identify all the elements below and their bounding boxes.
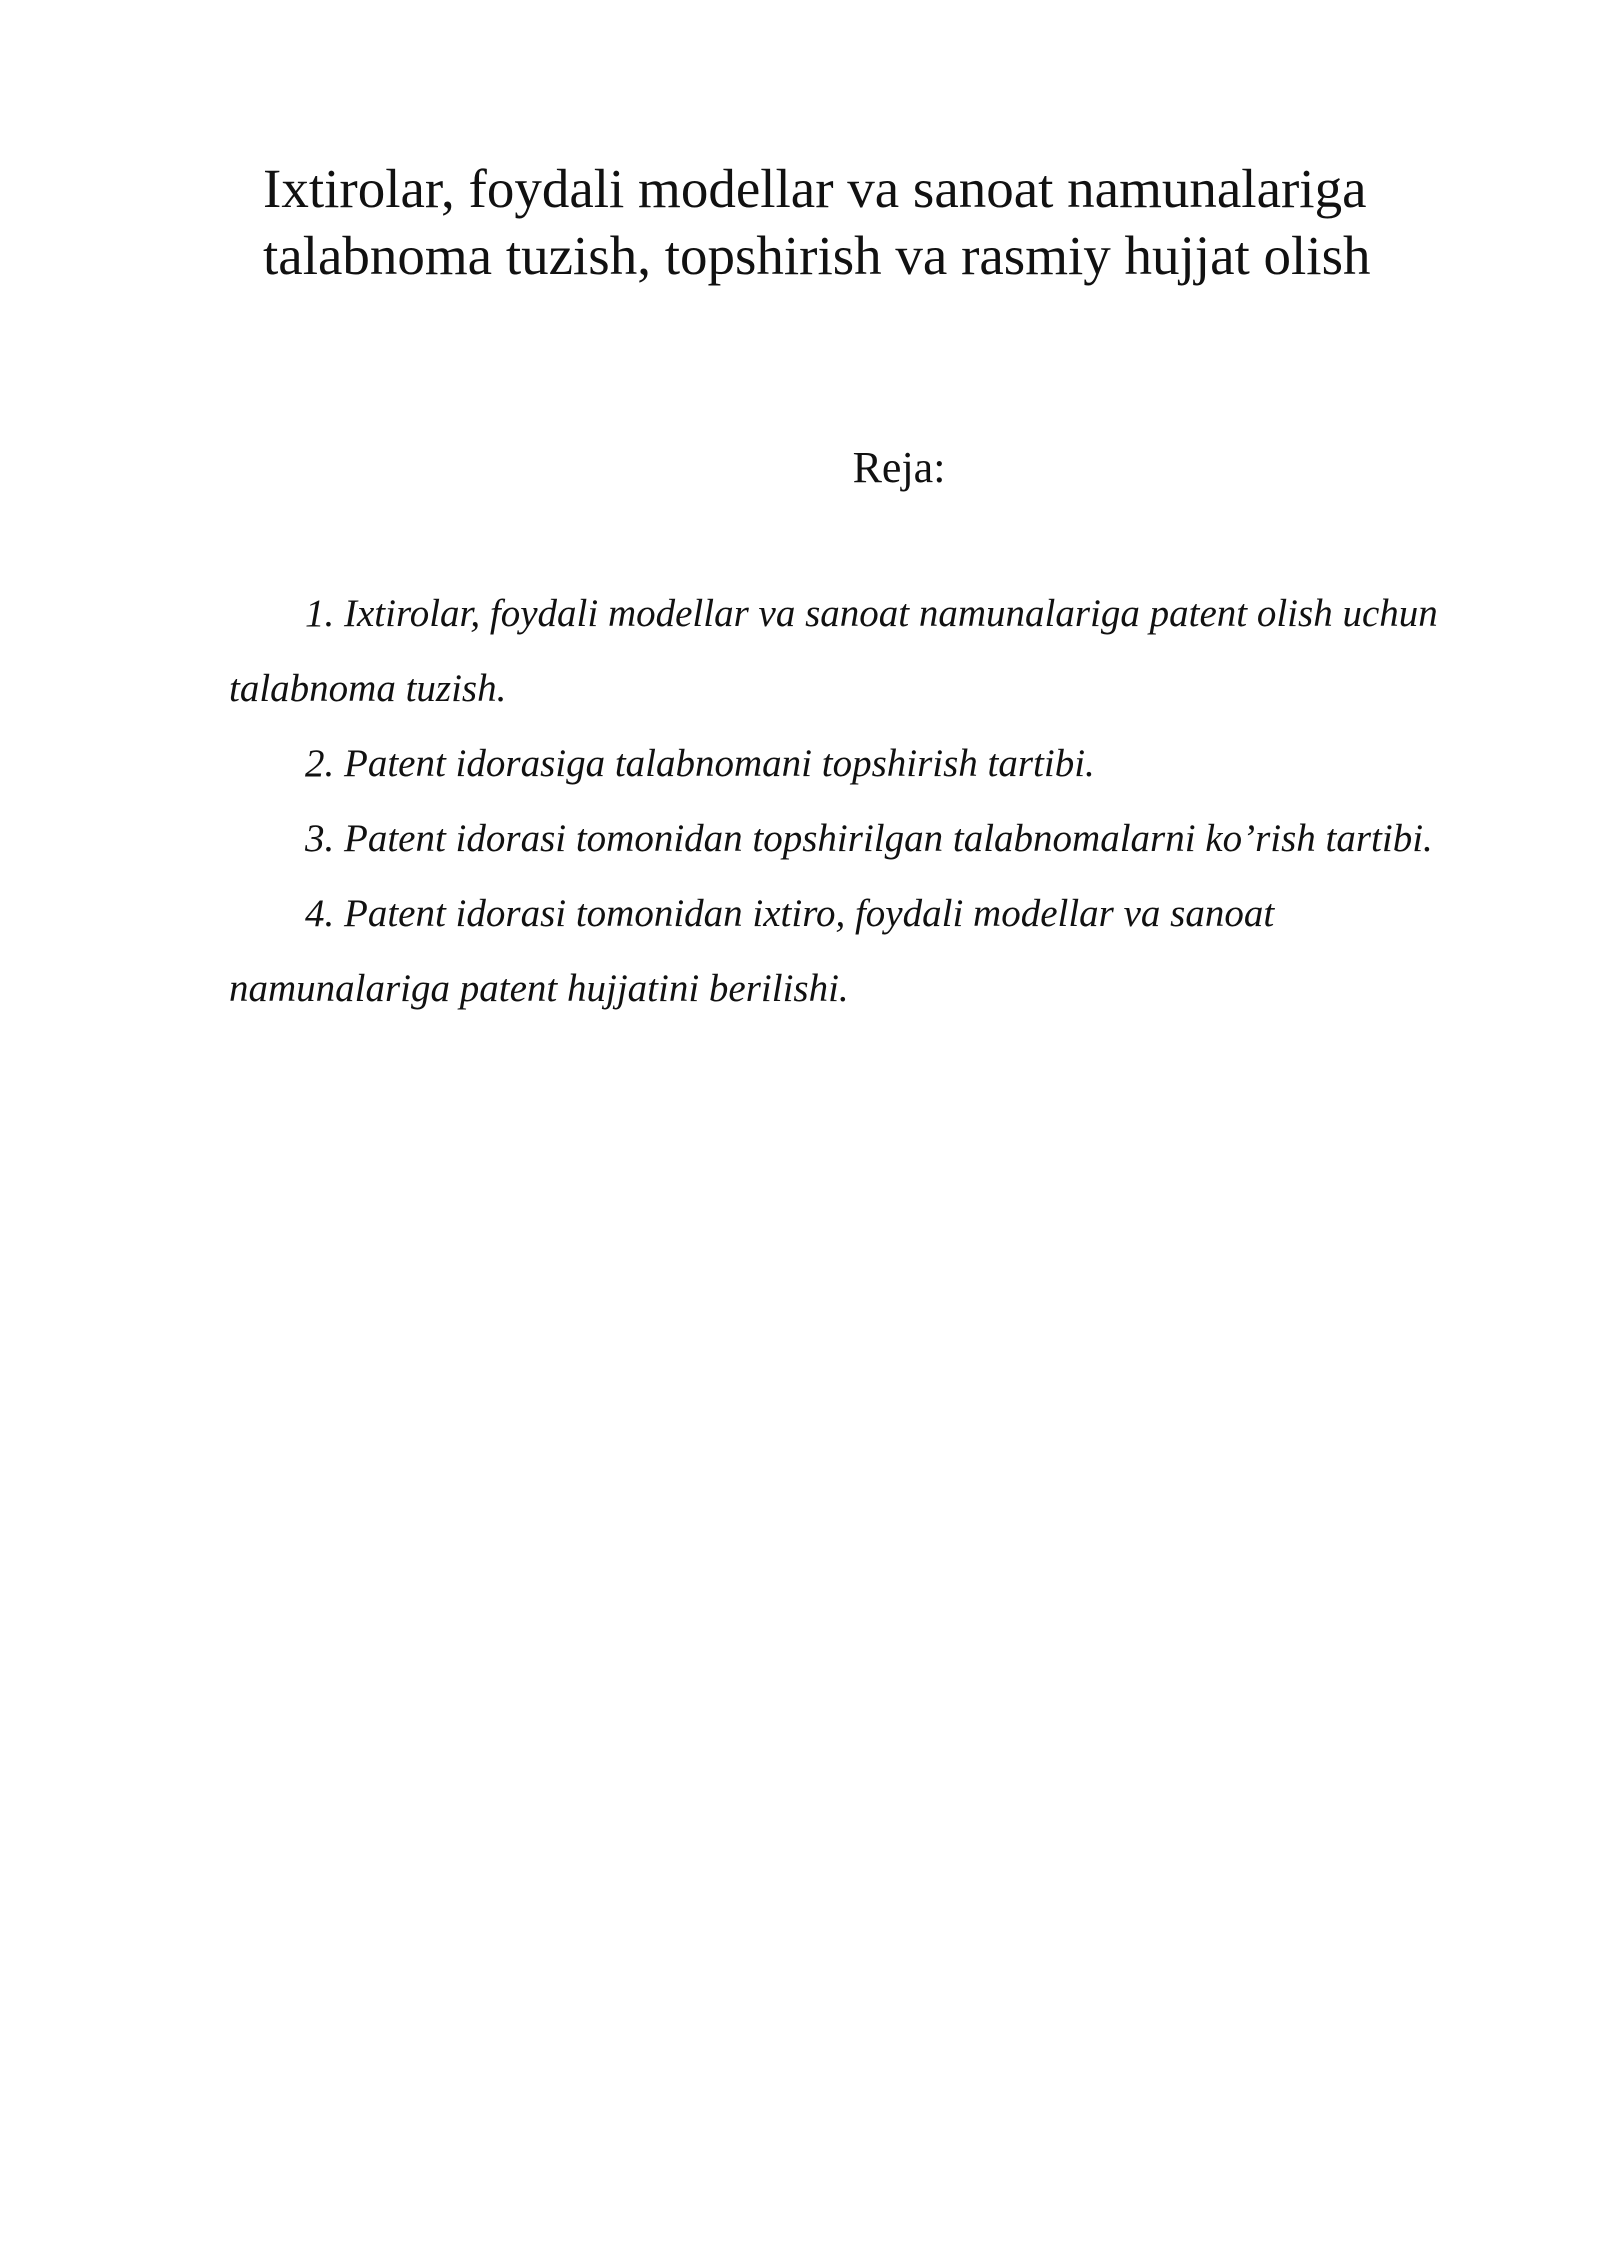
plan-item-2: 2. Patent idorasiga talabnomani topshirish tartibi. xyxy=(305,742,1095,785)
plan-item-1: 1. Ixtirolar, foydali modellar va sanoat namunalariga patent olish uchun talabnoma tuzish. xyxy=(229,592,1438,710)
plan-item-3: 3. Patent idorasi tomonidan topshirilgan talabnomalarni ko’rish tartibi. xyxy=(305,817,1433,860)
title-line-1: Ixtirolar, foydali modellar va sanoat namunalariga xyxy=(263,158,1367,219)
plan-item-4: 4. Patent idorasi tomonidan ixtiro, foydali modellar va sanoat namunalariga patent hujjatini berilishi. xyxy=(229,892,1275,1010)
plan-list xyxy=(229,576,1469,1026)
document-title xyxy=(263,155,1463,289)
title-line-2: talabnoma tuzish, topshirish va rasmiy hujjat olish xyxy=(263,225,1371,286)
plan-heading: Reja: xyxy=(852,443,946,492)
